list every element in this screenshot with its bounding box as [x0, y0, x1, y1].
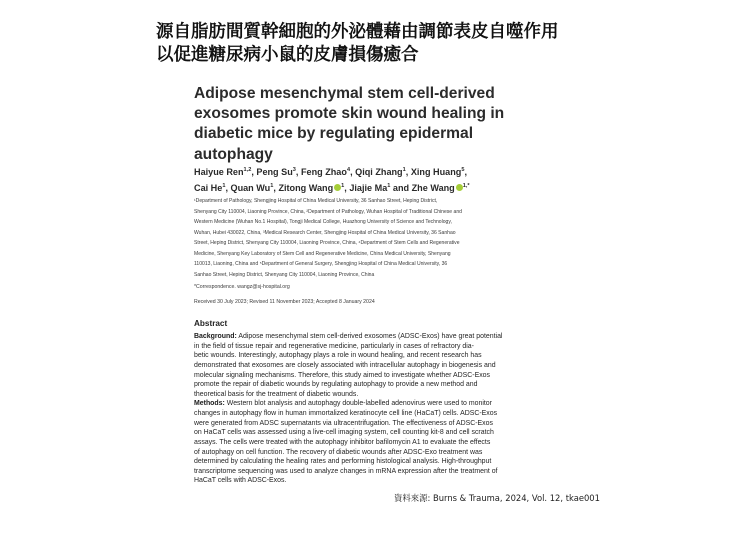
- paper-title-line-2: exosomes promote skin wound healing in: [194, 105, 505, 123]
- abstract-body: [194, 332, 556, 486]
- affiliation-line: Wuhan, Hubei 430022, China, ³Medical Research Center, Shengjing Hospital of China Medical University, 36 Sanhao: [194, 229, 456, 236]
- author-affiliation-sup: 1: [387, 182, 391, 189]
- abstract-line: betic wounds. Interestingly, autophagy plays a role in wound healing, and recent research has: [194, 352, 482, 360]
- author-name: Qiqi Zhang: [355, 167, 403, 177]
- author-name: Haiyue Ren: [194, 167, 244, 177]
- background-label: Background:: [194, 333, 237, 340]
- abstract-line: theoretical basis for the treatment of diabetic wounds.: [194, 390, 359, 398]
- author-affiliation-sup: 3: [292, 167, 296, 173]
- author-separator: ,: [464, 167, 467, 177]
- author-separator: and: [390, 182, 412, 193]
- abstract-line: changes in autophagy flow in human immortalized keratinocyte cell line (HaCaT) cells. ADSC-Exos: [194, 410, 498, 417]
- author-name: Cai He: [194, 182, 223, 193]
- author-separator: ,: [344, 182, 350, 193]
- author-separator: ,: [273, 182, 279, 193]
- correspondence: *Correspondence. wangz@sj-hospital.org: [194, 284, 290, 290]
- affiliation-line: Medicine, Shenyang Key Laboratory of Stem Cell and Regenerative Medicine, China Medical University, Shenyang: [194, 250, 451, 257]
- abstract-line: [194, 332, 556, 342]
- author-name: Zitong Wang: [278, 182, 334, 193]
- author-name: Feng Zhao: [300, 167, 347, 177]
- paper-title: [194, 84, 554, 165]
- abstract-line: transcriptome sequencing was used to analyze changes in mRNA expression after the treatment of: [194, 467, 498, 475]
- chinese-title-line-1: 源自脂肪間質幹細胞的外泌體藉由調節表皮自噬作用: [156, 22, 559, 42]
- chinese-title: [156, 21, 626, 67]
- chinese-title-line-2: 以促進糖尿病小鼠的皮膚損傷癒合: [156, 45, 419, 65]
- paper-title-line-4: autophagy: [194, 145, 273, 163]
- author-affiliation-sup: 1,2: [243, 167, 252, 173]
- author-affiliation-sup: 1: [402, 167, 406, 173]
- abstract-line: were generated from ADSC supernatants via ultracentrifugation. The effectiveness of ADSC-Exos: [194, 419, 493, 427]
- abstract-line: promote the repair of diabetic wounds by regulating autophagy to provide a new method and: [194, 381, 478, 389]
- author-affiliation-sup: 1: [270, 182, 274, 189]
- author-separator: ,: [350, 167, 356, 177]
- author-line-1: [194, 164, 554, 180]
- abstract-line-text: Adipose mesenchymal stem cell-derived exosomes (ADSC-Exos) have great potential: [236, 333, 503, 340]
- author-separator: ,: [405, 167, 411, 177]
- affiliations: [194, 196, 556, 280]
- received-dates: Received 30 July 2023; Revised 11 November 2023; Accepted 8 January 2024: [194, 299, 375, 305]
- paper-title-line-3: diabetic mice by regulating epidermal: [194, 125, 474, 143]
- abstract-heading: Abstract: [194, 319, 228, 328]
- author-separator: ,: [295, 167, 301, 177]
- paper-title-line-1: Adipose mesenchymal stem cell-derived: [194, 85, 495, 102]
- affiliation-line: Western Medicine (Wuhan No.1 Hospital), Tongji Medical College, Huazhong University of Science and Technology,: [194, 219, 452, 225]
- abstract-line: HaCaT cells with ADSC-Exos.: [194, 477, 287, 485]
- author-name: Jiajie Ma: [349, 182, 388, 193]
- orcid-icon[interactable]: [456, 184, 463, 191]
- abstract-line: demonstrated that exosomes are closely associated with intracellular autophagy in biogenesis and: [194, 361, 496, 369]
- abstract-line: of autophagy on cell function. The recovery of diabetic wounds after ADSC-Exo treatment was: [194, 448, 483, 456]
- author-affiliation-sup: 1: [341, 182, 345, 189]
- author-name: Zhe Wang: [411, 182, 455, 193]
- author-name: Peng Su: [256, 167, 293, 177]
- author-affiliation-sup: 1,*: [462, 182, 470, 189]
- author-separator: ,: [225, 182, 231, 193]
- author-affiliation-sup: 1: [222, 182, 226, 189]
- affiliation-line: Street, Heping District, Shenyang City 110004, Liaoning Province, China, ⁴Department of Stem Cells and Regenerative: [194, 240, 460, 246]
- author-name: Quan Wu: [230, 182, 271, 193]
- abstract-line: [194, 399, 556, 409]
- author-separator: ,: [251, 167, 257, 177]
- abstract-line: on HaCaT cells was assessed using a live-cell imaging system, cell counting kit-8 and cell scratch: [194, 429, 494, 437]
- author-name: Xing Huang: [410, 167, 462, 177]
- affiliation-line: ¹Department of Pathology, Shengjing Hospital of China Medical University, 36 Sanhao Street, Heping District,: [194, 198, 438, 204]
- abstract-line: molecular signaling mechanisms. Therefore, this study aimed to investigate whether ADSC-Exos: [194, 371, 491, 379]
- affiliation-line: Sanhao Street, Heping District, Shenyang City 110004, Liaoning Province, China: [194, 271, 375, 278]
- abstract-line-text: Western blot analysis and autophagy double-labelled adenovirus were used to monitor: [224, 400, 492, 408]
- abstract-line: determined by calculating the healing rates and performing histological analysis. High-throughput: [194, 458, 492, 466]
- abstract-line: assays. The cells were treated with the autophagy inhibitor bafilomycin A1 to evaluate the effects: [194, 438, 491, 446]
- author-affiliation-sup: 4: [346, 167, 351, 173]
- author-list: [194, 164, 554, 196]
- methods-label: Methods:: [194, 400, 225, 408]
- source-caption: 資料來源: Burns & Trauma, 2024, Vol. 12, tkae001: [394, 493, 600, 503]
- author-affiliation-sup: 5: [461, 167, 465, 173]
- abstract-line: in the field of tissue repair and regenerative medicine, particularly in cases of refractory dia-: [194, 342, 474, 350]
- author-line-2: [194, 180, 554, 196]
- affiliation-line: Shenyang City 110004, Liaoning Province, China, ²Department of Pathology, Wuhan Hospital of Traditional Chinese and: [194, 208, 462, 215]
- affiliation-line: 110013, Liaoning, China and ⁵Department of General Surgery, Shengjing Hospital of China Medical University, 36: [194, 261, 448, 267]
